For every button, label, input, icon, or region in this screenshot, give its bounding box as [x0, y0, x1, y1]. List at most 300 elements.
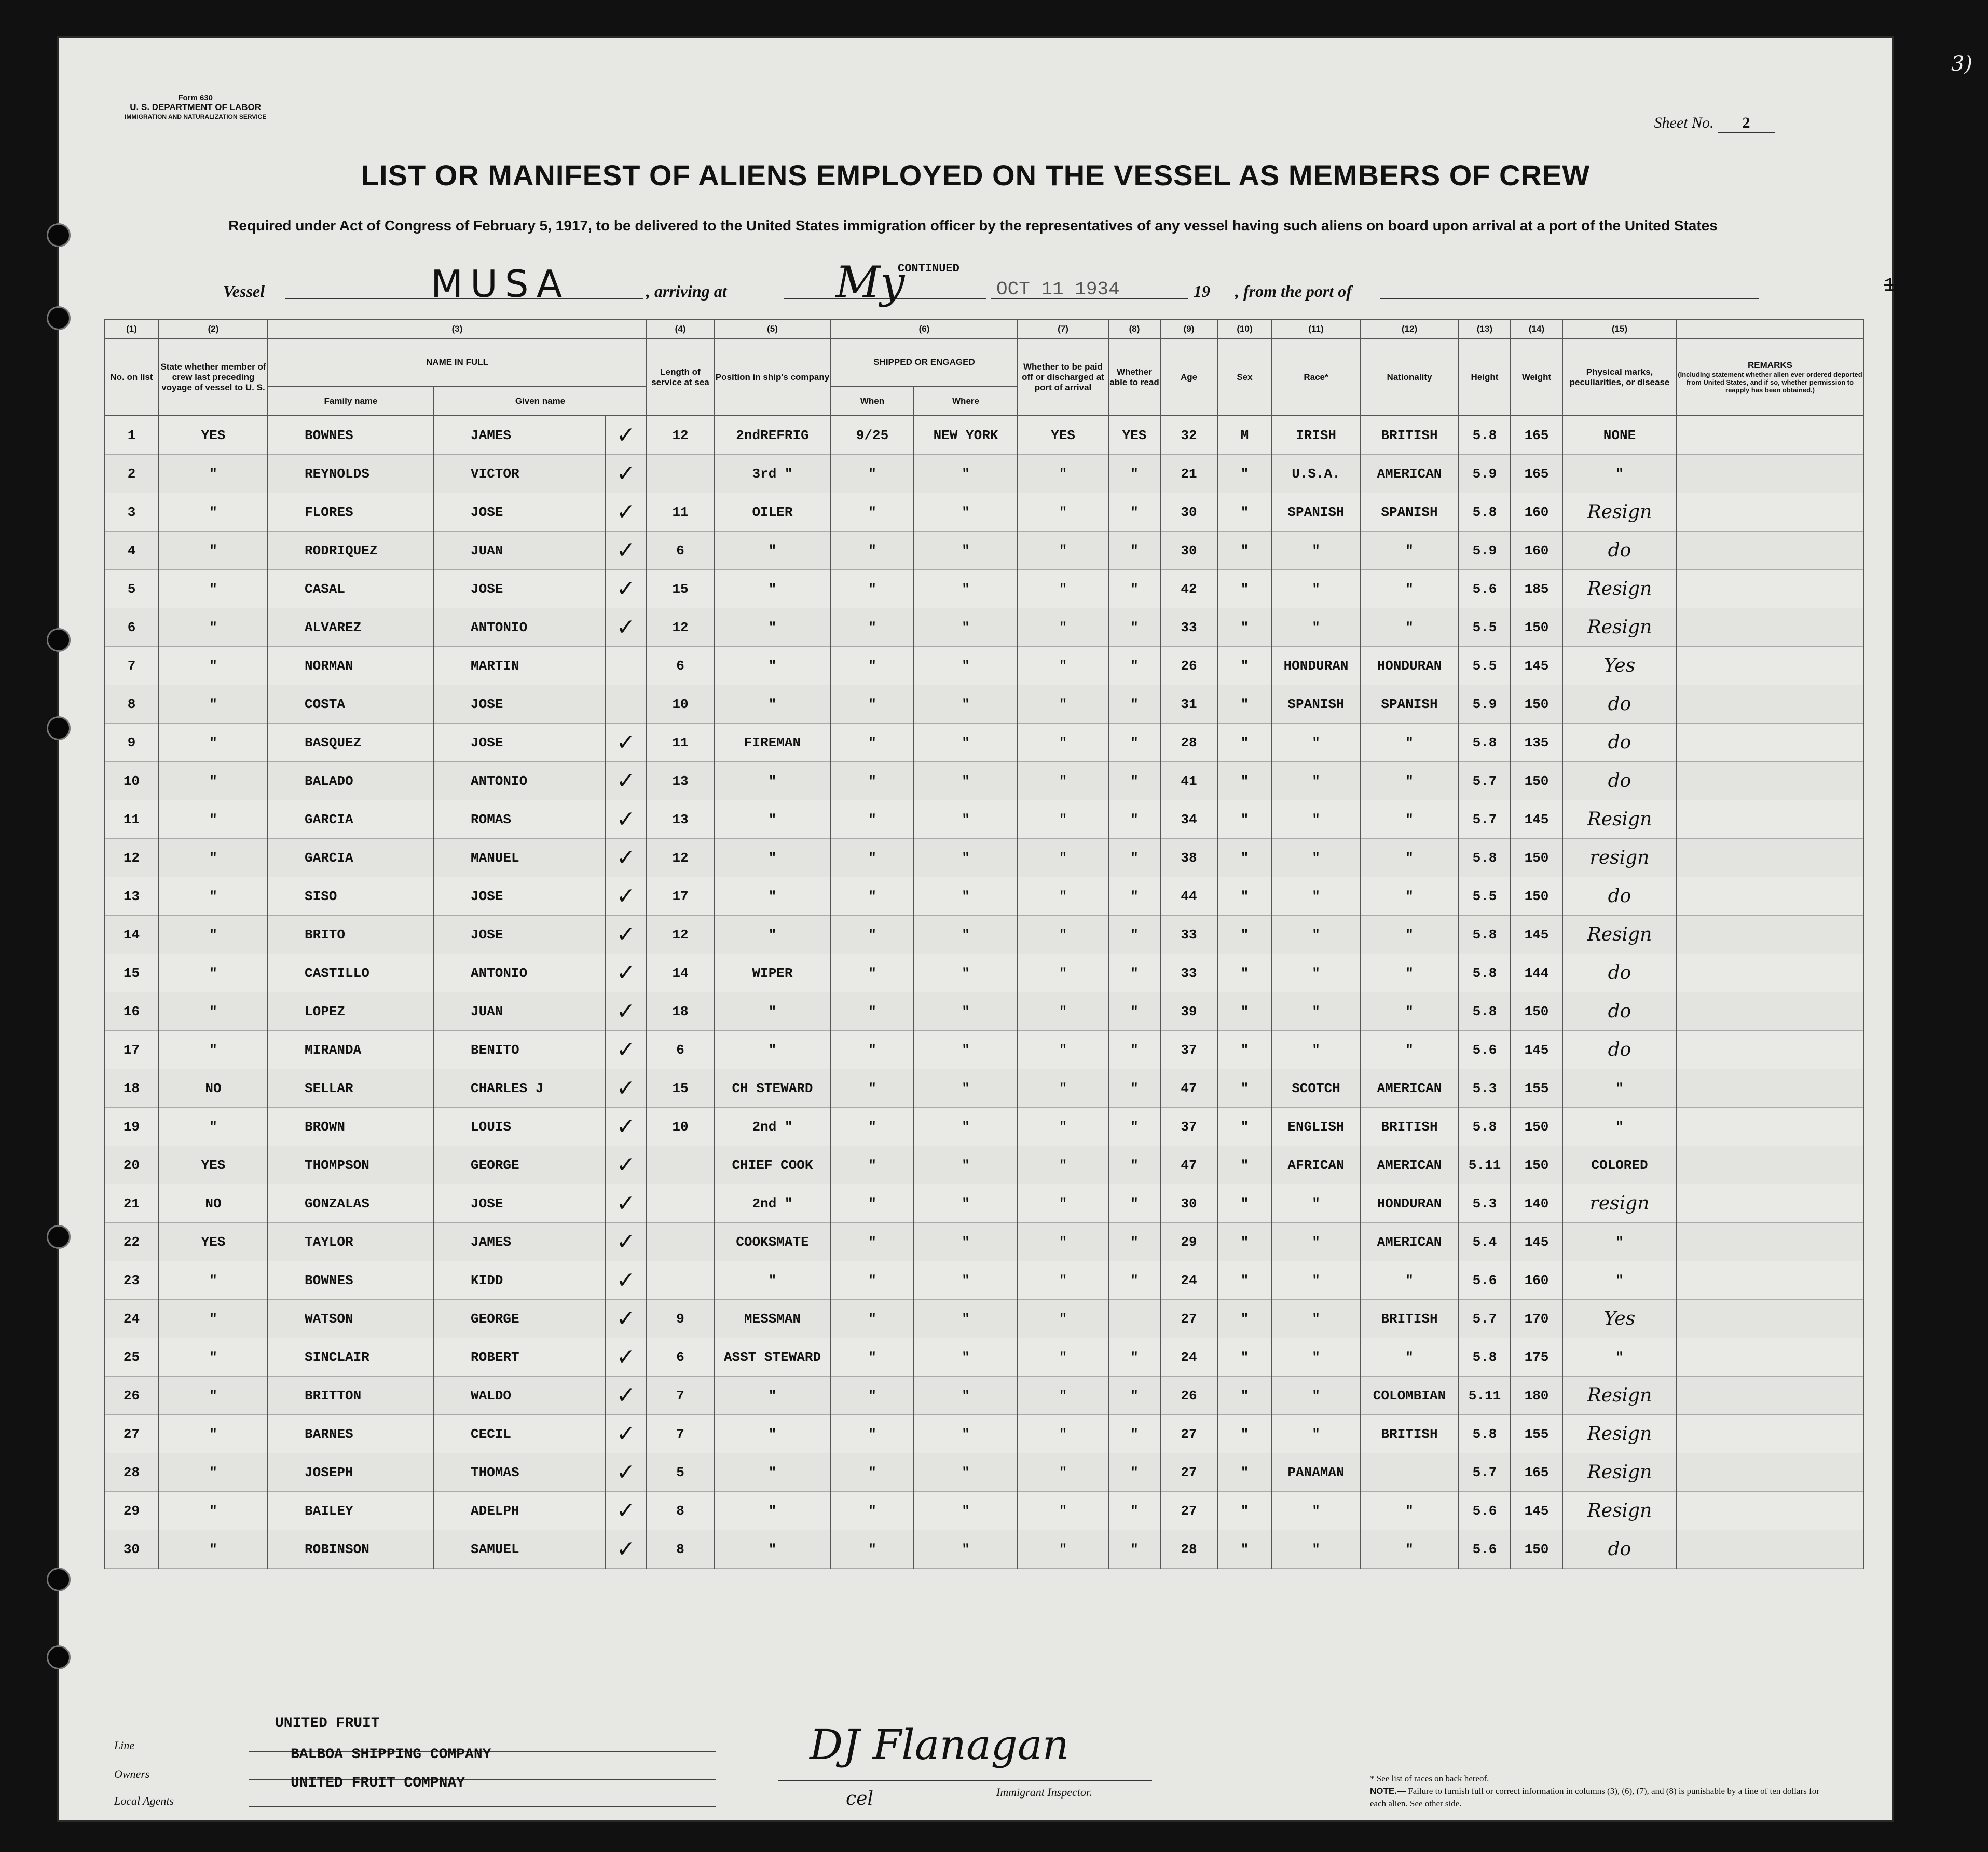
cell-family-name: GONZALAS	[268, 1184, 434, 1223]
cell-member-previous: "	[159, 839, 268, 877]
punch-hole	[47, 716, 71, 740]
cell-position: "	[714, 570, 831, 608]
cell-physical-marks: resign	[1562, 1184, 1677, 1223]
punch-hole	[47, 1645, 71, 1669]
col-num-12: (12)	[1360, 320, 1459, 338]
cell-race: "	[1272, 800, 1360, 839]
cell-paid-off: "	[1018, 992, 1108, 1031]
cell-check-mark: ✓	[605, 416, 647, 455]
cell-member-previous: "	[159, 1492, 268, 1530]
table-row	[104, 800, 1863, 839]
cell-paid-off: YES	[1018, 416, 1108, 455]
manifest-sheet	[57, 36, 1920, 1822]
table-row	[104, 877, 1863, 916]
cell-nationality: "	[1360, 992, 1459, 1031]
table-row	[104, 455, 1863, 493]
cell-where: "	[914, 877, 1018, 916]
cell-no: 21	[104, 1184, 159, 1223]
cell-weight: 150	[1511, 685, 1562, 724]
cell-check-mark: ✓	[605, 1223, 647, 1261]
cell-length-of-service: 9	[647, 1300, 714, 1338]
department-name: U. S. DEPARTMENT OF LABOR	[130, 102, 262, 112]
cell-nationality: "	[1360, 724, 1459, 762]
cell-race: SPANISH	[1272, 685, 1360, 724]
cell-no: 27	[104, 1415, 159, 1453]
cell-check-mark: ✓	[605, 1184, 647, 1223]
cell-age: 27	[1160, 1453, 1217, 1492]
cell-weight: 165	[1511, 1453, 1562, 1492]
cell-where: "	[914, 608, 1018, 647]
cell-race: "	[1272, 1415, 1360, 1453]
table-row	[104, 762, 1863, 800]
cell-given-name: ANTONIO	[434, 608, 605, 647]
col-num-5: (5)	[714, 320, 831, 338]
cell-height: 5.3	[1459, 1069, 1511, 1108]
cell-sex: "	[1217, 1415, 1272, 1453]
cell-height: 5.11	[1459, 1377, 1511, 1415]
cell-family-name: FLORES	[268, 493, 434, 532]
header-weight: Weight	[1511, 338, 1562, 416]
cell-height: 5.5	[1459, 608, 1511, 647]
cell-member-previous: "	[159, 1300, 268, 1338]
cell-family-name: JOSEPH	[268, 1453, 434, 1492]
cell-paid-off: "	[1018, 570, 1108, 608]
cell-physical-marks: "	[1562, 1223, 1677, 1261]
cell-where: "	[914, 839, 1018, 877]
cell-no: 30	[104, 1530, 159, 1569]
cell-weight: 150	[1511, 1530, 1562, 1569]
cell-check-mark: ✓	[605, 992, 647, 1031]
cell-paid-off: "	[1018, 800, 1108, 839]
cell-family-name: CASAL	[268, 570, 434, 608]
cell-when: "	[831, 1415, 914, 1453]
corner-page-mark: 3)	[1951, 52, 1972, 76]
cell-member-previous: "	[159, 1261, 268, 1300]
cell-physical-marks: "	[1562, 1338, 1677, 1377]
cell-check-mark: ✓	[605, 1146, 647, 1184]
cell-check-mark: ✓	[605, 1261, 647, 1300]
cell-nationality: "	[1360, 532, 1459, 570]
cell-nationality: COLOMBIAN	[1360, 1377, 1459, 1415]
cell-family-name: BRITO	[268, 916, 434, 954]
cell-nationality: AMERICAN	[1360, 1146, 1459, 1184]
cell-when: "	[831, 685, 914, 724]
cell-able-to-read: "	[1108, 762, 1160, 800]
cell-height: 5.8	[1459, 954, 1511, 992]
cell-given-name: ADELPH	[434, 1492, 605, 1530]
cell-race: "	[1272, 1184, 1360, 1223]
cell-where: "	[914, 1530, 1018, 1569]
cell-no: 29	[104, 1492, 159, 1530]
cell-given-name: BENITO	[434, 1031, 605, 1069]
cell-paid-off: "	[1018, 954, 1108, 992]
col-num-remarks	[1677, 320, 1863, 338]
cell-weight: 150	[1511, 992, 1562, 1031]
cell-sex: "	[1217, 1031, 1272, 1069]
sheet-number-value: 2	[1718, 114, 1775, 133]
cell-given-name: JOSE	[434, 877, 605, 916]
cell-when: "	[831, 1223, 914, 1261]
cell-family-name: GARCIA	[268, 800, 434, 839]
cell-position: OILER	[714, 493, 831, 532]
cell-position: "	[714, 532, 831, 570]
cell-given-name: GEORGE	[434, 1300, 605, 1338]
cell-height: 5.3	[1459, 1184, 1511, 1223]
cell-when: "	[831, 532, 914, 570]
cell-able-to-read: "	[1108, 992, 1160, 1031]
table-row	[104, 1453, 1863, 1492]
cell-paid-off: "	[1018, 724, 1108, 762]
cell-paid-off: "	[1018, 1415, 1108, 1453]
cell-weight: 160	[1511, 493, 1562, 532]
cell-remarks	[1677, 877, 1863, 916]
cell-given-name: JOSE	[434, 724, 605, 762]
cell-remarks	[1677, 416, 1863, 455]
cell-where: "	[914, 1261, 1018, 1300]
cell-age: 34	[1160, 800, 1217, 839]
header-sex: Sex	[1217, 338, 1272, 416]
cell-weight: 155	[1511, 1415, 1562, 1453]
cell-when: "	[831, 992, 914, 1031]
header-given-name: Given name	[434, 386, 647, 416]
cell-length-of-service: 7	[647, 1377, 714, 1415]
cell-length-of-service	[647, 1146, 714, 1184]
cell-length-of-service: 18	[647, 992, 714, 1031]
cell-given-name: GEORGE	[434, 1146, 605, 1184]
cell-length-of-service: 6	[647, 647, 714, 685]
cell-nationality: "	[1360, 916, 1459, 954]
cell-position: 2nd "	[714, 1108, 831, 1146]
cell-remarks	[1677, 1108, 1863, 1146]
cell-nationality: "	[1360, 839, 1459, 877]
cell-remarks	[1677, 1146, 1863, 1184]
cell-family-name: TAYLOR	[268, 1223, 434, 1261]
cell-age: 30	[1160, 493, 1217, 532]
cell-physical-marks: Resign	[1562, 570, 1677, 608]
cell-physical-marks: do	[1562, 685, 1677, 724]
cell-age: 37	[1160, 1108, 1217, 1146]
cell-when: "	[831, 570, 914, 608]
cell-age: 42	[1160, 570, 1217, 608]
header-nationality: Nationality	[1360, 338, 1459, 416]
manifest-footer	[104, 1710, 1863, 1814]
cell-weight: 150	[1511, 762, 1562, 800]
cell-sex: "	[1217, 455, 1272, 493]
cell-check-mark: ✓	[605, 954, 647, 992]
header-member-previous-voyage: State whether member of crew last preceding voyage of vessel to U. S.	[159, 338, 268, 416]
cell-height: 5.6	[1459, 1261, 1511, 1300]
cell-no: 2	[104, 455, 159, 493]
cell-where: "	[914, 724, 1018, 762]
cell-weight: 175	[1511, 1338, 1562, 1377]
cell-given-name: ROMAS	[434, 800, 605, 839]
cell-member-previous: "	[159, 954, 268, 992]
cell-remarks	[1677, 1377, 1863, 1415]
cell-when: "	[831, 724, 914, 762]
cell-sex: "	[1217, 685, 1272, 724]
cell-nationality: AMERICAN	[1360, 455, 1459, 493]
cell-check-mark	[605, 647, 647, 685]
cell-able-to-read: "	[1108, 1223, 1160, 1261]
cell-height: 5.9	[1459, 532, 1511, 570]
cell-weight: 135	[1511, 724, 1562, 762]
page-title: LIST OR MANIFEST OF ALIENS EMPLOYED ON THE VESSEL AS MEMBERS OF CREW	[361, 159, 1591, 192]
race-note: * See list of races on back hereof.	[1370, 1774, 1489, 1783]
cell-where: "	[914, 916, 1018, 954]
cell-height: 5.7	[1459, 762, 1511, 800]
cell-race: "	[1272, 1377, 1360, 1415]
cell-length-of-service	[647, 1184, 714, 1223]
cell-position: "	[714, 1453, 831, 1492]
cell-paid-off: "	[1018, 762, 1108, 800]
cell-given-name: JOSE	[434, 493, 605, 532]
cell-family-name: CASTILLO	[268, 954, 434, 992]
cell-paid-off: "	[1018, 1338, 1108, 1377]
cell-sex: "	[1217, 1184, 1272, 1223]
cell-no: 26	[104, 1377, 159, 1415]
punch-hole	[47, 1568, 71, 1591]
cell-age: 29	[1160, 1223, 1217, 1261]
table-row	[104, 1338, 1863, 1377]
cell-where: "	[914, 685, 1018, 724]
cell-race: "	[1272, 1492, 1360, 1530]
cell-paid-off: "	[1018, 1261, 1108, 1300]
cell-race: PANAMAN	[1272, 1453, 1360, 1492]
cell-able-to-read: "	[1108, 839, 1160, 877]
punch-hole	[47, 306, 71, 330]
cell-where: NEW YORK	[914, 416, 1018, 455]
cell-remarks	[1677, 762, 1863, 800]
cell-age: 37	[1160, 1031, 1217, 1069]
cell-able-to-read: "	[1108, 877, 1160, 916]
cell-length-of-service: 10	[647, 1108, 714, 1146]
cell-nationality: "	[1360, 608, 1459, 647]
cell-weight: 140	[1511, 1184, 1562, 1223]
cell-family-name: WATSON	[268, 1300, 434, 1338]
cell-weight: 150	[1511, 1108, 1562, 1146]
cell-nationality: "	[1360, 1031, 1459, 1069]
cell-able-to-read: "	[1108, 1377, 1160, 1415]
header-race: Race*	[1272, 338, 1360, 416]
cell-family-name: SELLAR	[268, 1069, 434, 1108]
cell-nationality: BRITISH	[1360, 1415, 1459, 1453]
cell-remarks	[1677, 1261, 1863, 1300]
cell-no: 8	[104, 685, 159, 724]
cell-length-of-service	[647, 1261, 714, 1300]
cell-height: 5.6	[1459, 1492, 1511, 1530]
cell-check-mark: ✓	[605, 800, 647, 839]
cell-position: COOKSMATE	[714, 1223, 831, 1261]
cell-paid-off: "	[1018, 1453, 1108, 1492]
cell-check-mark: ✓	[605, 724, 647, 762]
cell-given-name: CECIL	[434, 1415, 605, 1453]
cell-physical-marks: Resign	[1562, 493, 1677, 532]
penalty-note	[1370, 1785, 1837, 1810]
cell-remarks	[1677, 992, 1863, 1031]
cell-no: 6	[104, 608, 159, 647]
cell-weight: 150	[1511, 877, 1562, 916]
cell-member-previous: "	[159, 800, 268, 839]
cell-family-name: SISO	[268, 877, 434, 916]
cell-position: "	[714, 1261, 831, 1300]
cell-family-name: BASQUEZ	[268, 724, 434, 762]
cell-physical-marks: resign	[1562, 839, 1677, 877]
cell-age: 30	[1160, 1184, 1217, 1223]
cell-length-of-service	[647, 455, 714, 493]
cell-position: "	[714, 1415, 831, 1453]
cell-age: 28	[1160, 1530, 1217, 1569]
cell-given-name: JUAN	[434, 992, 605, 1031]
cell-able-to-read: "	[1108, 1146, 1160, 1184]
cell-position: "	[714, 685, 831, 724]
cell-age: 28	[1160, 724, 1217, 762]
cell-weight: 150	[1511, 608, 1562, 647]
cell-sex: "	[1217, 1530, 1272, 1569]
remarks-detail: (Including statement whether alien ever ordered deported from United States, and if so, whether permission to reapply has been obtained.)	[1678, 371, 1862, 394]
cell-where: "	[914, 455, 1018, 493]
cell-nationality	[1360, 1453, 1459, 1492]
date-stamp: OCT 11 1934	[996, 279, 1120, 300]
cell-able-to-read: "	[1108, 685, 1160, 724]
cell-length-of-service: 10	[647, 685, 714, 724]
header-able-to-read: Whether able to read	[1108, 338, 1160, 416]
cell-when: "	[831, 608, 914, 647]
cell-remarks	[1677, 1453, 1863, 1492]
cell-able-to-read: "	[1108, 724, 1160, 762]
continued-stamp: CONTINUED	[898, 262, 959, 275]
cell-physical-marks: do	[1562, 877, 1677, 916]
cell-physical-marks: do	[1562, 724, 1677, 762]
cell-physical-marks: COLORED	[1562, 1146, 1677, 1184]
cell-height: 5.8	[1459, 839, 1511, 877]
cell-where: "	[914, 1377, 1018, 1415]
cell-height: 5.8	[1459, 1415, 1511, 1453]
table-row	[104, 1415, 1863, 1453]
cell-race: SCOTCH	[1272, 1069, 1360, 1108]
table-row	[104, 1530, 1863, 1569]
cell-weight: 165	[1511, 416, 1562, 455]
col-num-3: (3)	[268, 320, 647, 338]
cell-no: 5	[104, 570, 159, 608]
header-where: Where	[914, 386, 1018, 416]
cell-check-mark: ✓	[605, 608, 647, 647]
from-port-rule	[1380, 298, 1759, 299]
inspector-signature: DJ Flanagan	[810, 1721, 1070, 1769]
cell-physical-marks: Yes	[1562, 647, 1677, 685]
cell-given-name: MARTIN	[434, 647, 605, 685]
cell-race: "	[1272, 532, 1360, 570]
cell-member-previous: "	[159, 647, 268, 685]
cell-race: U.S.A.	[1272, 455, 1360, 493]
cell-family-name: BRITTON	[268, 1377, 434, 1415]
table-row	[104, 416, 1863, 455]
cell-nationality: "	[1360, 1492, 1459, 1530]
cell-when: 9/25	[831, 416, 914, 455]
cell-age: 44	[1160, 877, 1217, 916]
agents-label: Local Agents	[114, 1794, 174, 1807]
cell-member-previous: "	[159, 1415, 268, 1453]
cell-when: "	[831, 455, 914, 493]
signature-rule	[778, 1780, 1152, 1781]
cell-where: "	[914, 1338, 1018, 1377]
table-row	[104, 954, 1863, 992]
cell-height: 5.11	[1459, 1146, 1511, 1184]
cell-remarks	[1677, 1069, 1863, 1108]
cell-race: "	[1272, 1261, 1360, 1300]
cell-position: "	[714, 608, 831, 647]
cell-paid-off: "	[1018, 1031, 1108, 1069]
cell-family-name: BOWNES	[268, 1261, 434, 1300]
cell-nationality: SPANISH	[1360, 493, 1459, 532]
cell-age: 24	[1160, 1338, 1217, 1377]
header-physical-marks: Physical marks, peculiarities, or disease	[1562, 338, 1677, 416]
cell-where: "	[914, 1184, 1018, 1223]
cell-where: "	[914, 532, 1018, 570]
cell-race: "	[1272, 1338, 1360, 1377]
cell-nationality: "	[1360, 570, 1459, 608]
cell-given-name: THOMAS	[434, 1453, 605, 1492]
cell-physical-marks: "	[1562, 455, 1677, 493]
cell-paid-off: "	[1018, 1069, 1108, 1108]
col-num-13: (13)	[1459, 320, 1511, 338]
cell-physical-marks: "	[1562, 1261, 1677, 1300]
cell-weight: 165	[1511, 455, 1562, 493]
cell-weight: 145	[1511, 916, 1562, 954]
cell-remarks	[1677, 839, 1863, 877]
cell-able-to-read: YES	[1108, 416, 1160, 455]
cell-no: 22	[104, 1223, 159, 1261]
cell-age: 21	[1160, 455, 1217, 493]
cell-physical-marks: do	[1562, 954, 1677, 992]
cell-able-to-read: "	[1108, 608, 1160, 647]
cell-remarks	[1677, 1300, 1863, 1338]
cell-race: "	[1272, 916, 1360, 954]
cell-paid-off: "	[1018, 1146, 1108, 1184]
cell-able-to-read: "	[1108, 1453, 1160, 1492]
cell-nationality: BRITISH	[1360, 416, 1459, 455]
cell-physical-marks: do	[1562, 1530, 1677, 1569]
cell-member-previous: "	[159, 1338, 268, 1377]
cell-member-previous: "	[159, 1031, 268, 1069]
table-row	[104, 1069, 1863, 1108]
cell-height: 5.4	[1459, 1223, 1511, 1261]
cell-check-mark: ✓	[605, 1415, 647, 1453]
cell-nationality: BRITISH	[1360, 1108, 1459, 1146]
remarks-title: REMARKS	[1748, 360, 1792, 370]
cell-physical-marks: do	[1562, 992, 1677, 1031]
cell-no: 17	[104, 1031, 159, 1069]
cell-physical-marks: do	[1562, 762, 1677, 800]
table-row	[104, 916, 1863, 954]
cell-check-mark: ✓	[605, 1453, 647, 1492]
cell-remarks	[1677, 800, 1863, 839]
cell-sex: "	[1217, 493, 1272, 532]
cell-check-mark: ✓	[605, 1492, 647, 1530]
cell-age: 24	[1160, 1261, 1217, 1300]
cell-given-name: ANTONIO	[434, 954, 605, 992]
header-age: Age	[1160, 338, 1217, 416]
cell-position: MESSMAN	[714, 1300, 831, 1338]
cell-weight: 170	[1511, 1300, 1562, 1338]
cell-height: 5.9	[1459, 455, 1511, 493]
cell-physical-marks: "	[1562, 1069, 1677, 1108]
cell-length-of-service: 13	[647, 800, 714, 839]
cell-race: "	[1272, 762, 1360, 800]
cell-height: 5.7	[1459, 1300, 1511, 1338]
cell-nationality: "	[1360, 1261, 1459, 1300]
cell-age: 39	[1160, 992, 1217, 1031]
year-label: 19	[1194, 282, 1210, 301]
